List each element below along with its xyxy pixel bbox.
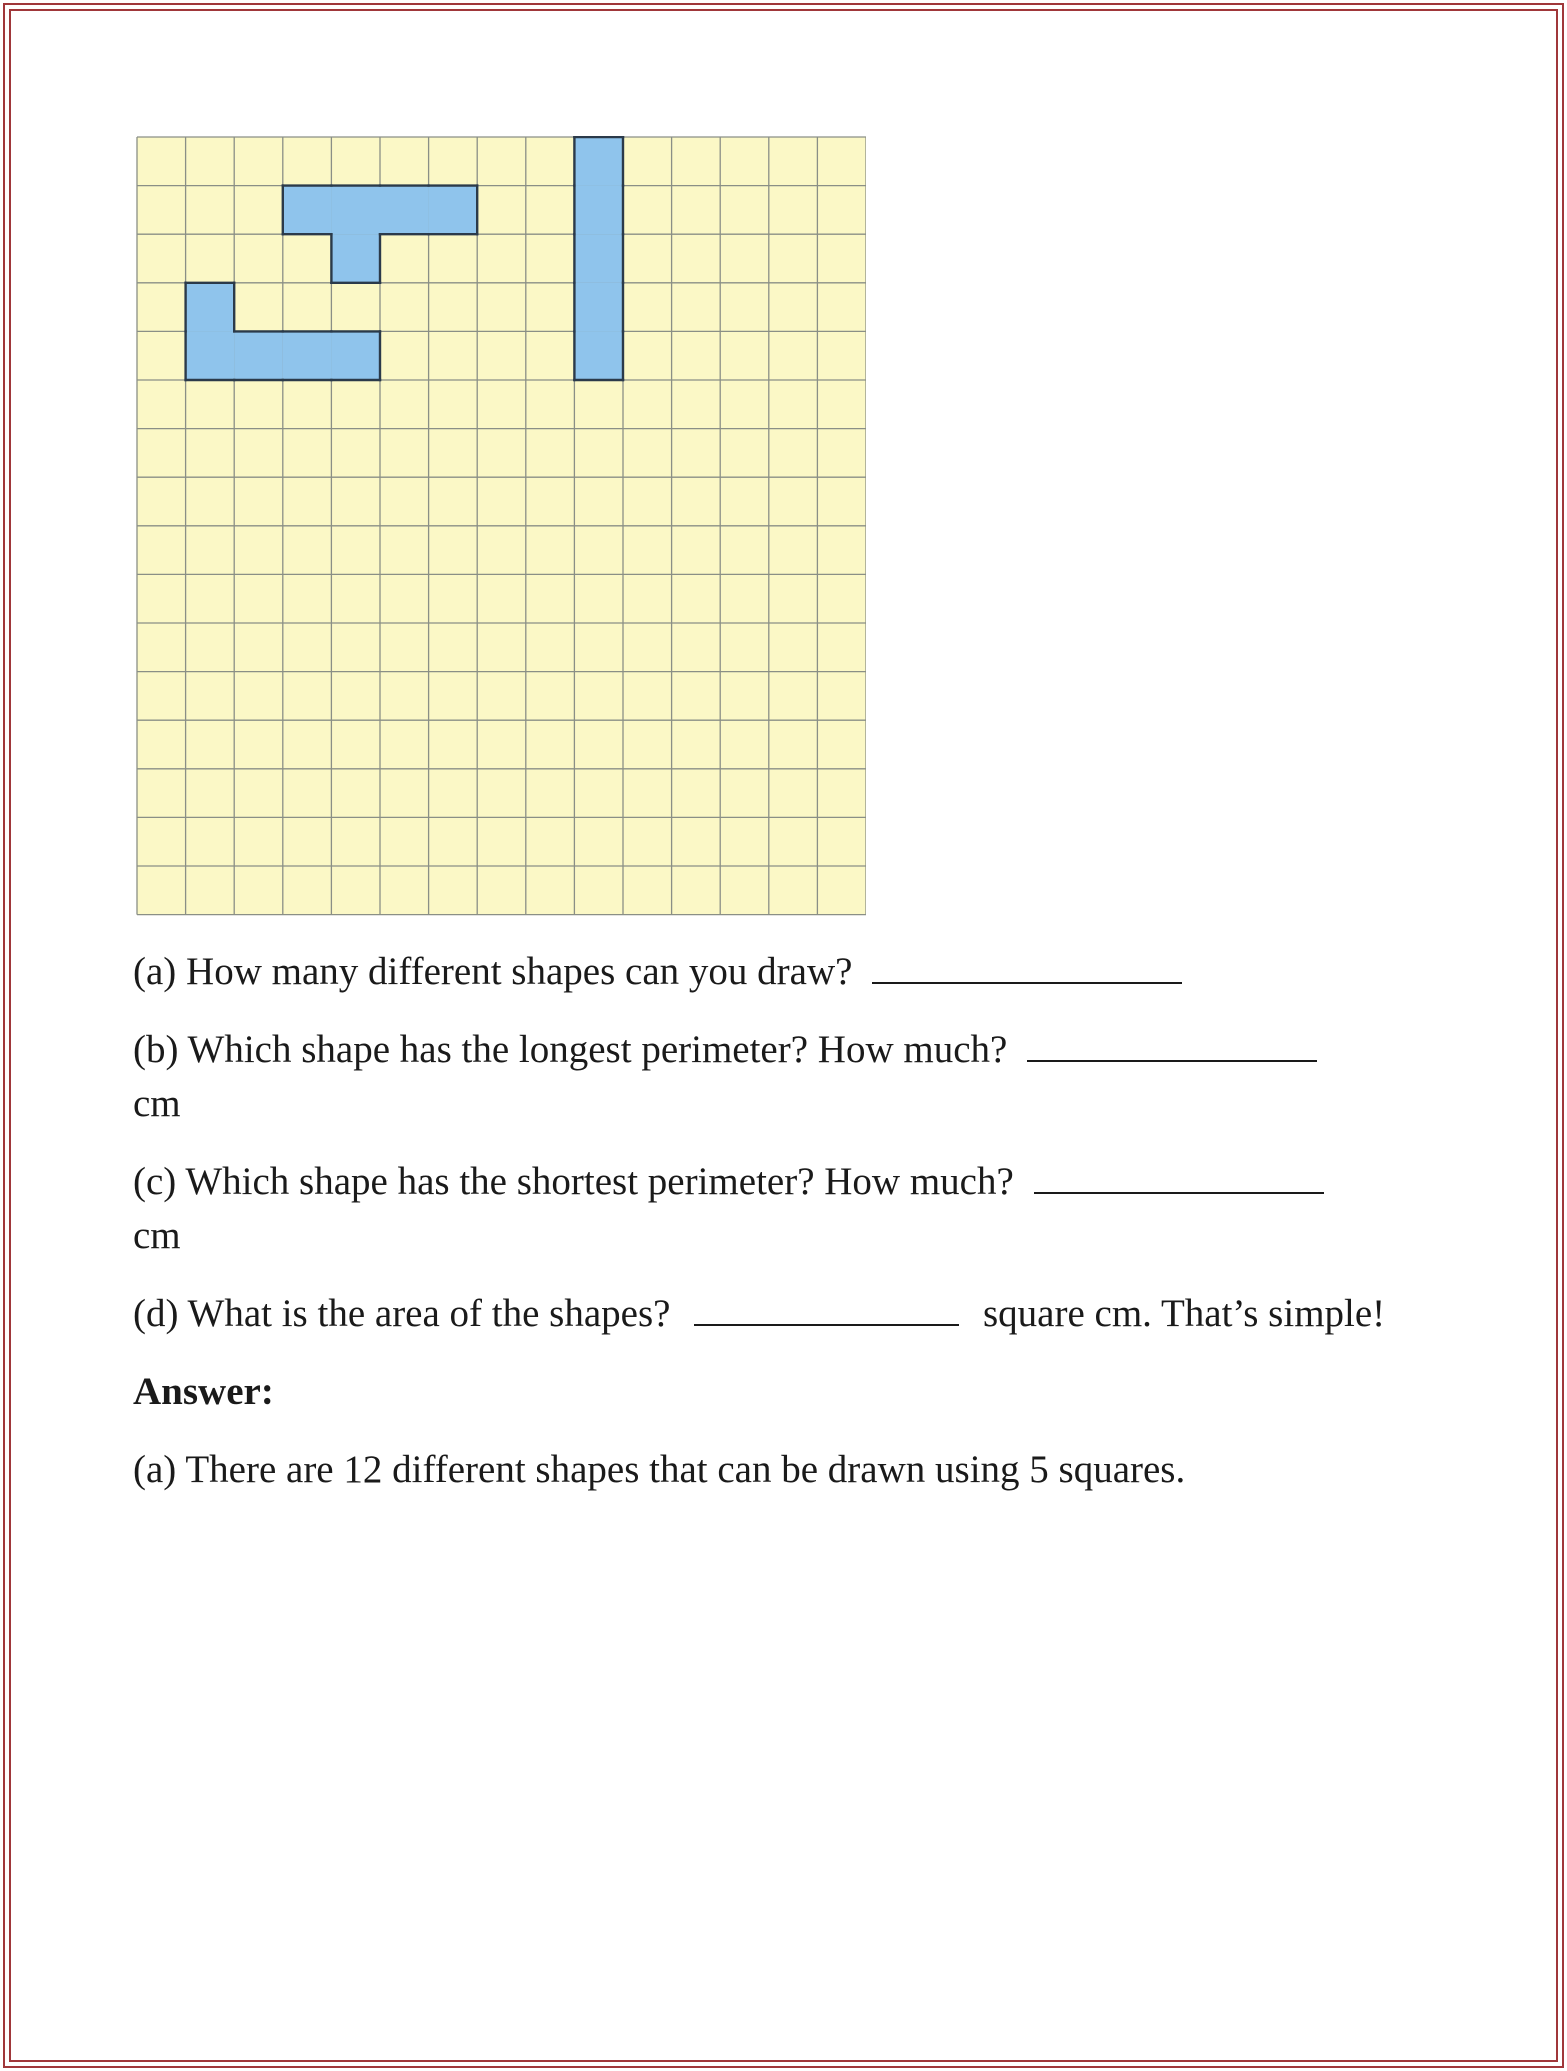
i-shape-cell (574, 234, 623, 283)
question-b-unit: cm (133, 1082, 181, 1125)
square-grid (136, 136, 866, 916)
question-b-text: (b) Which shape has the longest perimeter? How much? (133, 1028, 1008, 1071)
i-shape (574, 137, 623, 380)
answer-blank-b[interactable] (1027, 1028, 1317, 1062)
question-c-unit: cm (133, 1214, 181, 1257)
i-shape-cell (574, 186, 623, 235)
grid-figure (136, 136, 866, 916)
question-d (133, 1287, 1433, 1341)
worksheet-text (133, 945, 1433, 1521)
answer-blank-a[interactable] (872, 950, 1182, 984)
question-c (133, 1155, 1433, 1263)
l-shape-cell (283, 331, 332, 380)
answer-blank-c[interactable] (1034, 1160, 1324, 1194)
l-shape-cell (186, 283, 235, 332)
l-shape-cell (186, 331, 235, 380)
answer-a: (a) There are 12 different shapes that can be drawn using 5 squares. (133, 1448, 1186, 1491)
l-shape-cell (331, 331, 380, 380)
t-shape-cell (380, 186, 429, 235)
question-d-suffix: square cm. That’s simple! (982, 1292, 1386, 1335)
question-a (133, 945, 1433, 999)
t-shape-cell (283, 186, 332, 235)
question-c-text: (c) Which shape has the shortest perimeter? How much? (133, 1160, 1014, 1203)
question-a-text: (a) How many different shapes can you draw? (133, 950, 853, 993)
answer-heading: Answer: (133, 1370, 274, 1413)
question-d-text: (d) What is the area of the shapes? (133, 1292, 671, 1335)
t-shape-cell (331, 234, 380, 283)
i-shape-cell (574, 283, 623, 332)
i-shape-cell (574, 137, 623, 186)
question-b (133, 1023, 1433, 1131)
i-shape-cell (574, 331, 623, 380)
answer-blank-d[interactable] (694, 1292, 959, 1326)
l-shape-cell (234, 331, 283, 380)
t-shape-cell (429, 186, 478, 235)
t-shape-cell (331, 186, 380, 235)
